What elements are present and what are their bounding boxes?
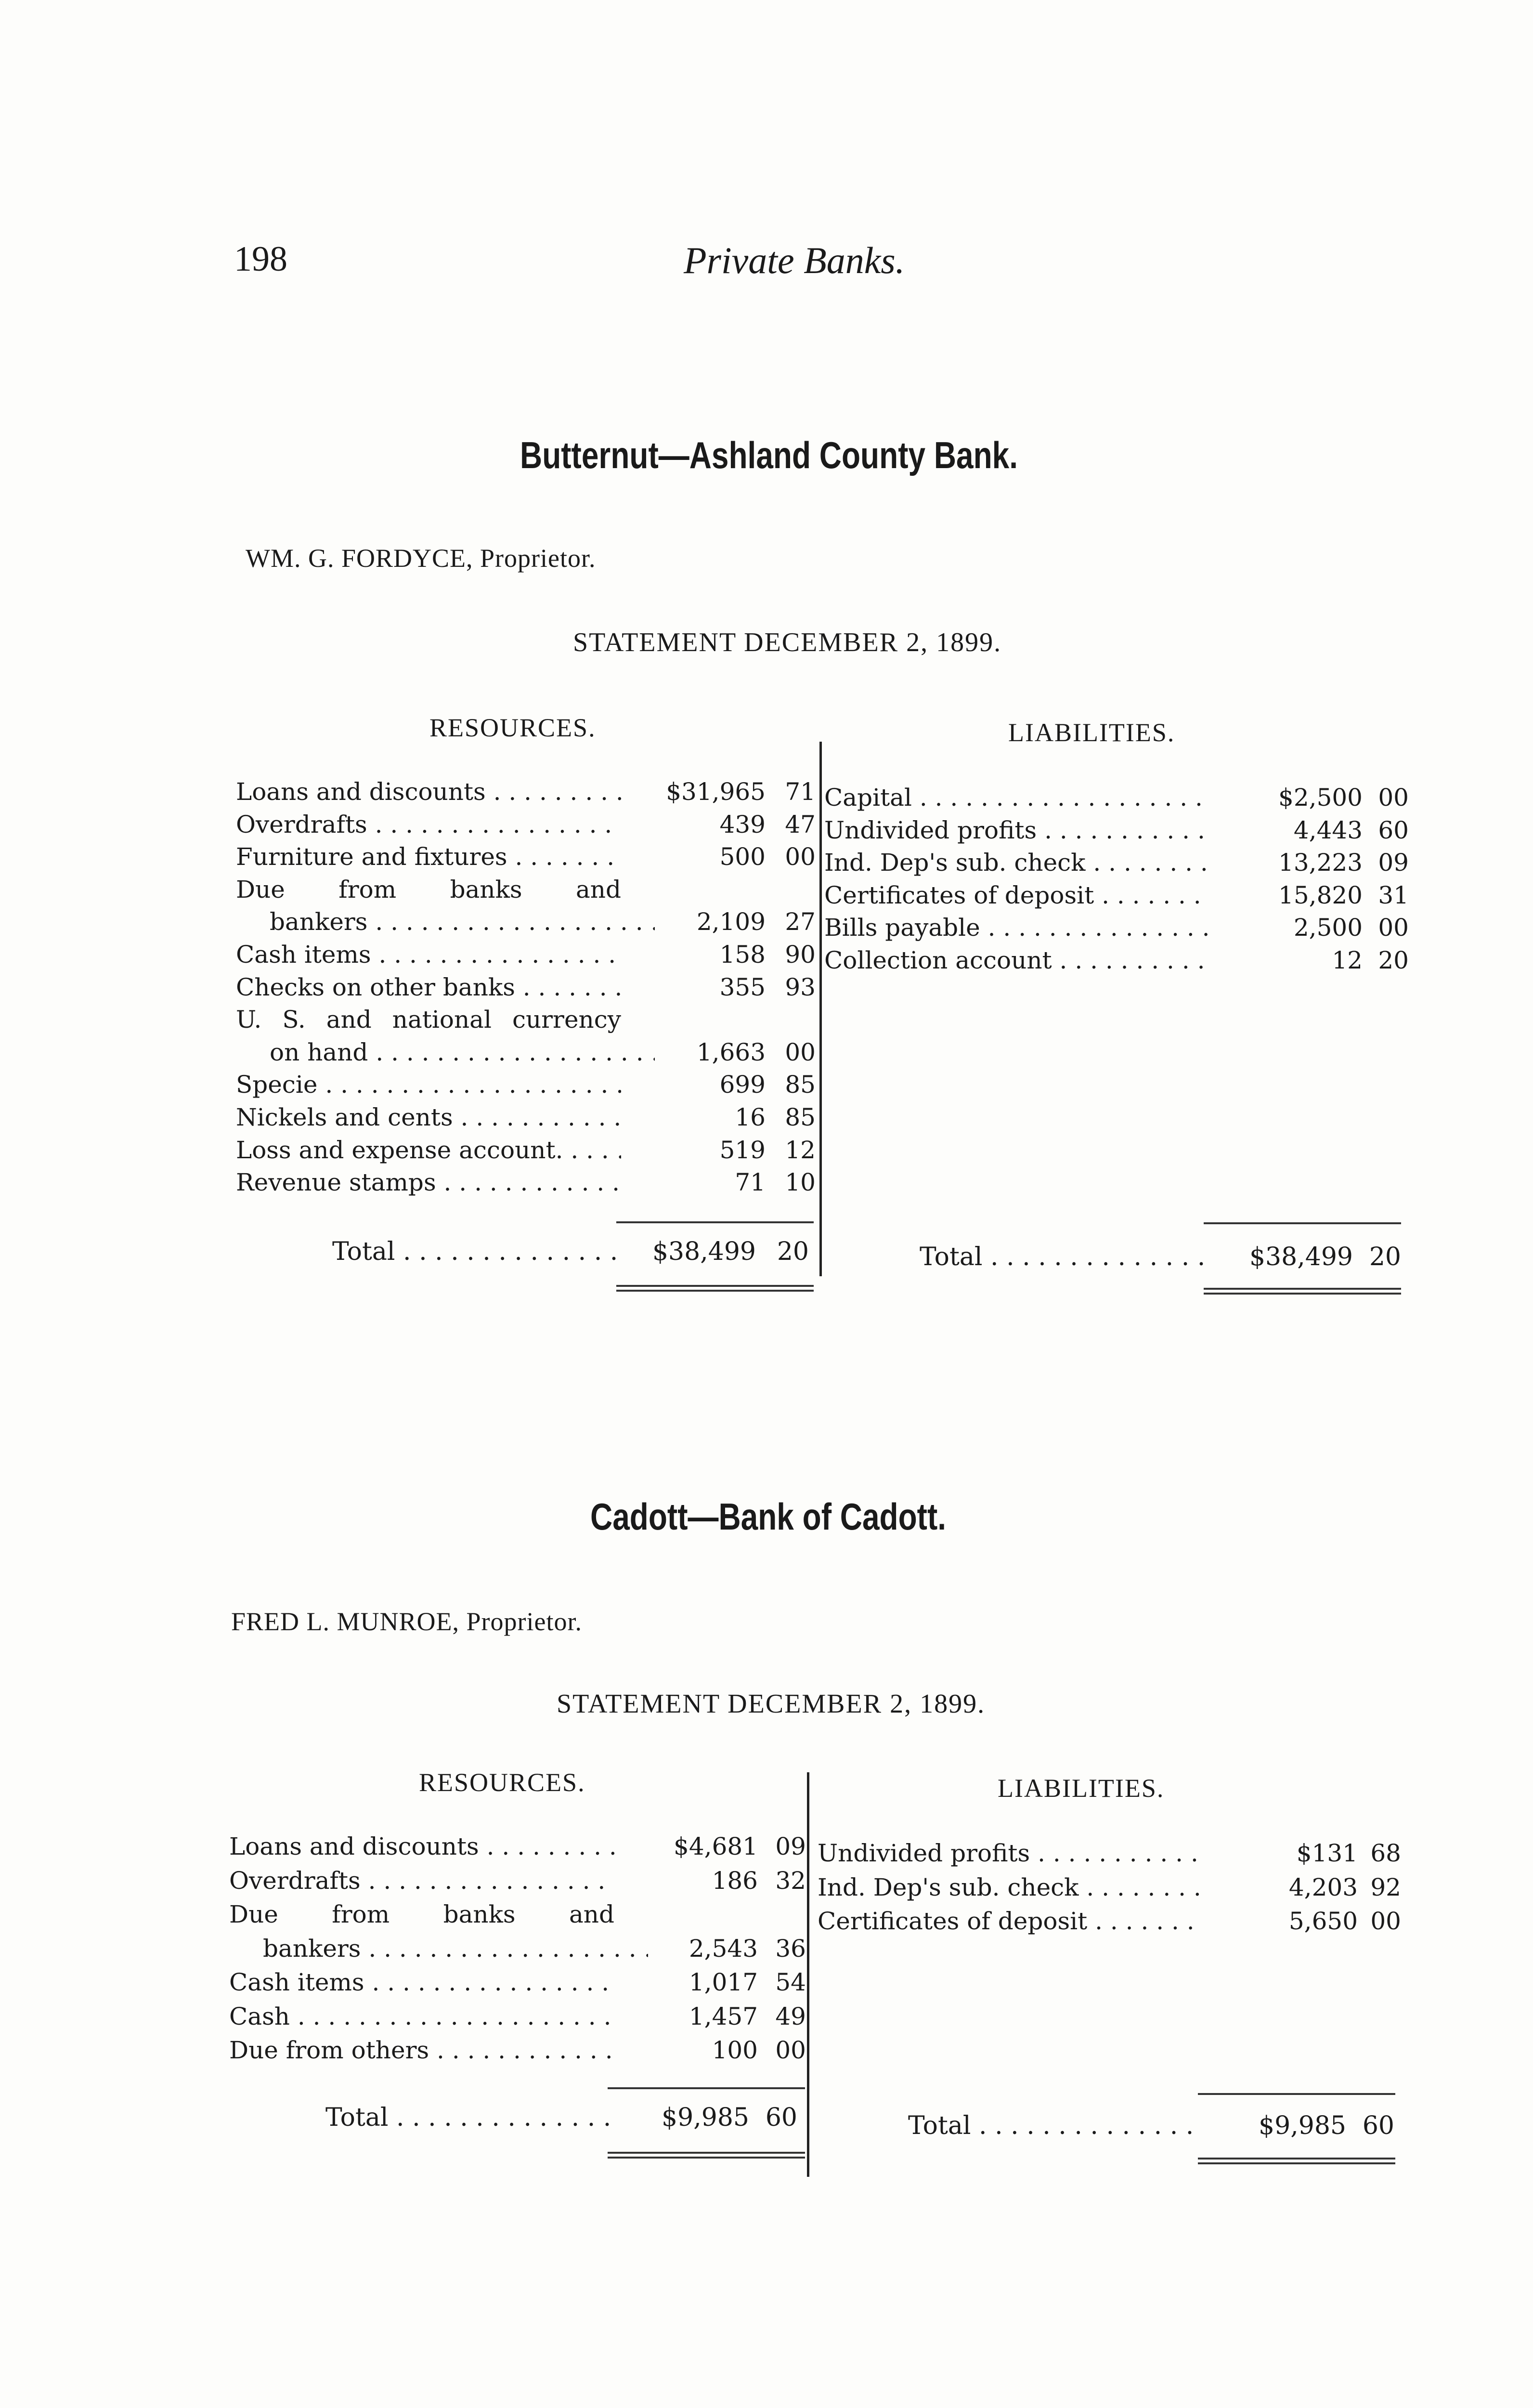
- amount-cents: 00: [775, 2036, 806, 2064]
- amount-dollars: 500: [719, 843, 766, 871]
- liability-row: [824, 911, 1409, 944]
- item-label: Revenue stamps: [236, 1168, 436, 1196]
- item-label: Cash items: [236, 941, 371, 968]
- amount-dollars: 1,663: [696, 1038, 766, 1066]
- liability-row: [824, 879, 1409, 912]
- proprietor: WM. G. FORDYCE, Proprietor.: [246, 544, 596, 573]
- total-cents: 60: [765, 2103, 797, 2132]
- subtotal-rule: [608, 2087, 805, 2089]
- item-label: Undivided profits: [818, 1839, 1030, 1867]
- amount-cents: 36: [775, 1935, 806, 1963]
- statement-date: STATEMENT DECEMBER 2, 1899.: [557, 1689, 986, 1719]
- subtotal-rule: [1198, 2093, 1395, 2095]
- bank-title: Cadott—Bank of Cadott.: [590, 1495, 947, 1538]
- subtotal-rule: [1204, 1222, 1401, 1224]
- item-label: Undivided profits: [824, 816, 1037, 844]
- amount-cents: 09: [775, 1832, 806, 1860]
- liability-row: [824, 781, 1409, 814]
- resource-row: [236, 905, 816, 938]
- amount-dollars: 1,017: [689, 1968, 758, 1996]
- resource-row: [229, 2034, 806, 2067]
- liability-row: [824, 846, 1409, 879]
- amount-dollars: 2,543: [689, 1935, 758, 1963]
- item-label: Cash items: [229, 1968, 364, 1996]
- amount-cents: 00: [1378, 784, 1409, 811]
- amount-cents: 47: [785, 811, 816, 838]
- column-divider: [807, 1772, 809, 2177]
- amount-dollars: 13,223: [1278, 849, 1363, 877]
- resource-row: [229, 1966, 806, 1999]
- item-label: Specie: [236, 1071, 318, 1099]
- total-double-rule: [1204, 1288, 1401, 1295]
- amount-dollars: 519: [719, 1136, 766, 1164]
- item-label: Capital: [824, 784, 912, 811]
- total-double-rule: [1198, 2158, 1395, 2164]
- liability-row: [818, 1905, 1401, 1937]
- amount-cents: 49: [775, 2002, 806, 2030]
- amount-cents: 68: [1370, 1839, 1401, 1867]
- amount-cents: 00: [785, 1038, 816, 1066]
- amount-cents: 00: [1370, 1907, 1401, 1935]
- item-label: Overdrafts: [236, 811, 367, 838]
- amount-dollars: $131: [1296, 1839, 1358, 1867]
- item-label: Checks on other banks: [236, 973, 515, 1001]
- amount-dollars: 2,109: [696, 908, 766, 936]
- amount-dollars: 12: [1332, 946, 1363, 974]
- resource-row: [236, 1036, 816, 1069]
- item-label: U. S. and national currency: [236, 1006, 621, 1034]
- amount-cents: 20: [1378, 946, 1409, 974]
- item-label: Loans and discounts: [236, 778, 486, 806]
- amount-dollars: 2,500: [1293, 914, 1363, 942]
- resource-row: [229, 2000, 806, 2033]
- total-dollars: $9,985: [662, 2103, 749, 2132]
- item-label: Cash: [229, 2002, 290, 2030]
- bank-title: Butternut—Ashland County Bank.: [520, 434, 1018, 476]
- amount-dollars: 1,457: [689, 2002, 758, 2030]
- item-label: Nickels and cents: [236, 1103, 453, 1131]
- total-label: Total: [332, 1237, 395, 1266]
- amount-dollars: 186: [712, 1867, 758, 1895]
- resource-row: [236, 1068, 816, 1101]
- amount-cents: 92: [1370, 1873, 1401, 1901]
- resource-row: [236, 938, 816, 971]
- liability-row: [824, 814, 1409, 847]
- resource-row: [236, 1003, 816, 1036]
- resource-row: [236, 971, 816, 1004]
- amount-dollars: 15,820: [1278, 881, 1363, 909]
- item-label: bankers: [270, 908, 368, 936]
- total-cents: 20: [1369, 1243, 1401, 1271]
- liability-row: [824, 944, 1409, 977]
- item-label: Certificates of deposit: [824, 881, 1094, 909]
- total-dollars: $9,985: [1259, 2111, 1346, 2140]
- liability-row: [818, 1871, 1401, 1904]
- amount-cents: 71: [785, 778, 816, 806]
- item-label: Loans and discounts: [229, 1832, 479, 1860]
- total-cents: 60: [1362, 2111, 1394, 2140]
- amount-dollars: 5,650: [1288, 1907, 1358, 1935]
- amount-cents: 60: [1378, 816, 1409, 844]
- amount-dollars: 100: [712, 2036, 758, 2064]
- resources-total-row: [332, 1235, 814, 1268]
- amount-dollars: $2,500: [1278, 784, 1363, 811]
- resources-heading: RESOURCES.: [419, 1768, 585, 1797]
- total-cents: 20: [777, 1237, 809, 1266]
- resource-row: [229, 1898, 806, 1931]
- resources-heading: RESOURCES.: [429, 713, 596, 742]
- total-dollars: $38,499: [652, 1237, 756, 1266]
- total-dollars: $38,499: [1249, 1243, 1353, 1271]
- liabilities-total-row: [908, 2109, 1394, 2142]
- liabilities-total-row: [920, 1241, 1401, 1273]
- liabilities-heading: LIABILITIES.: [998, 1774, 1165, 1803]
- amount-cents: 32: [775, 1867, 806, 1895]
- amount-dollars: $31,965: [666, 778, 766, 806]
- item-label: Bills payable: [824, 914, 980, 942]
- item-label: Ind. Dep's sub. check: [818, 1873, 1079, 1901]
- liabilities-heading: LIABILITIES.: [1008, 718, 1175, 747]
- item-label: Loss and expense account.: [236, 1136, 563, 1164]
- resource-row: [236, 873, 816, 906]
- amount-cents: 09: [1378, 849, 1409, 877]
- amount-dollars: 355: [719, 973, 766, 1001]
- total-label: Total: [325, 2103, 389, 2132]
- amount-dollars: 16: [735, 1103, 766, 1131]
- resource-row: [229, 1932, 806, 1965]
- item-label: Collection account: [824, 946, 1052, 974]
- page-number: 198: [234, 239, 287, 279]
- amount-dollars: $4,681: [674, 1832, 758, 1860]
- total-label: Total: [908, 2111, 971, 2140]
- total-double-rule: [608, 2152, 805, 2159]
- amount-cents: 54: [775, 1968, 806, 1996]
- amount-cents: 12: [785, 1136, 816, 1164]
- amount-dollars: 439: [719, 811, 766, 838]
- amount-cents: 10: [785, 1168, 816, 1196]
- amount-dollars: 71: [735, 1168, 766, 1196]
- amount-cents: 93: [785, 973, 816, 1001]
- amount-dollars: 4,443: [1293, 816, 1363, 844]
- statement-date: STATEMENT DECEMBER 2, 1899.: [573, 628, 1002, 657]
- item-label: Ind. Dep's sub. check: [824, 849, 1086, 877]
- resource-row: [236, 1134, 816, 1166]
- amount-cents: 31: [1378, 881, 1409, 909]
- amount-cents: 27: [785, 908, 816, 936]
- item-label: Due from banks and: [229, 1900, 614, 1928]
- resource-row: [236, 1101, 816, 1134]
- amount-cents: 85: [785, 1071, 816, 1099]
- amount-dollars: 699: [719, 1071, 766, 1099]
- resource-row: [236, 1166, 816, 1199]
- running-head: Private Banks.: [684, 239, 905, 281]
- amount-dollars: 4,203: [1288, 1873, 1358, 1901]
- amount-cents: 00: [785, 843, 816, 871]
- amount-cents: 90: [785, 941, 816, 968]
- item-label: Due from banks and: [236, 876, 621, 903]
- proprietor: FRED L. MUNROE, Proprietor.: [231, 1607, 582, 1636]
- resource-row: [229, 1864, 806, 1897]
- item-label: Certificates of deposit: [818, 1907, 1088, 1935]
- resource-row: [236, 840, 816, 873]
- subtotal-rule: [616, 1221, 814, 1223]
- total-label: Total: [920, 1243, 983, 1271]
- amount-cents: 85: [785, 1103, 816, 1131]
- column-divider: [819, 742, 822, 1276]
- amount-cents: 00: [1378, 914, 1409, 942]
- resource-row: [229, 1830, 806, 1863]
- total-double-rule: [616, 1285, 814, 1292]
- resources-total-row: [325, 2101, 807, 2134]
- resource-row: [236, 775, 816, 808]
- item-label: Overdrafts: [229, 1867, 361, 1895]
- item-label: bankers: [263, 1935, 361, 1963]
- amount-dollars: 158: [719, 941, 766, 968]
- item-label: on hand: [270, 1038, 368, 1066]
- item-label: Due from others: [229, 2036, 429, 2064]
- item-label: Furniture and fixtures: [236, 843, 507, 871]
- resource-row: [236, 808, 816, 841]
- liability-row: [818, 1837, 1401, 1870]
